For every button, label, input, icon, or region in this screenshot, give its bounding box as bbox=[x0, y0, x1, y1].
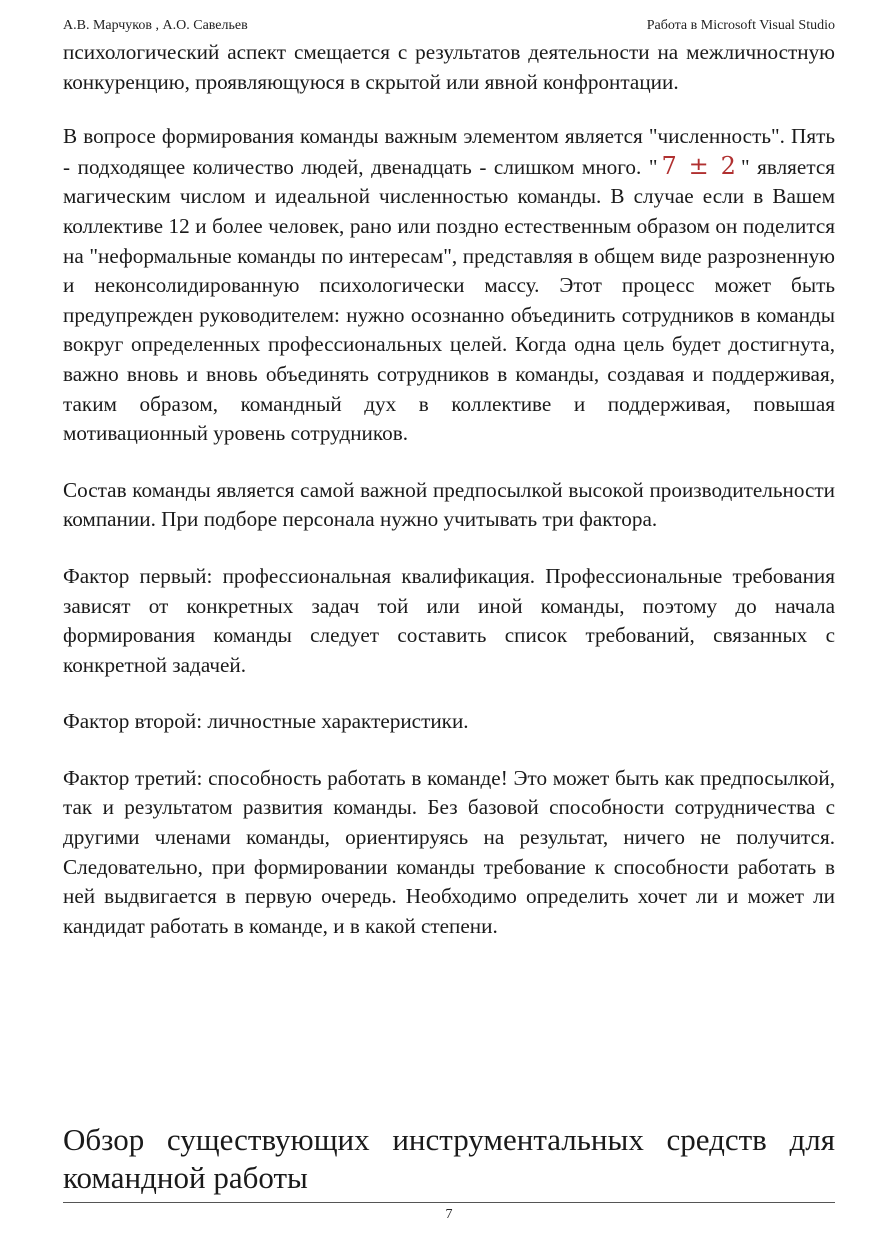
document-page bbox=[63, 0, 835, 1241]
footer-divider bbox=[63, 1202, 835, 1203]
paragraph-text: " является магическим числом и идеальной численностью команды. В случае если в Вашем коллективе 12 и более человек, рано или поздно естественным образом он поделится на "неформальные команды по интересам", представляя в общем виде разрозненную и неконсолидированную психологически массу. Этот процесс может быть предупрежден руководителем: нужно осознанно объединить сотрудников в команды вокруг определенных профессиональных целей. Когда одна цель будет достигнута, важно вновь и вновь объединять сотрудников в команды, создавая и поддерживая, таким образом, командный дух в коллективе и поддерживая, повышая мотивационный уровень сотрудников. bbox=[63, 154, 835, 446]
paragraph: Фактор второй: личностные характеристики. bbox=[63, 709, 469, 734]
section-heading: Обзор существующих инструментальных средств для командной работы bbox=[63, 1122, 835, 1195]
page-number: 7 bbox=[445, 1207, 453, 1222]
paragraph-text: В вопросе формирования команды важным элементом является "численность". Пять - подходящее количество людей, двенадцать - слишком много. " bbox=[63, 124, 835, 179]
header-running-title: Работа в Microsoft Visual Studio bbox=[646, 18, 835, 33]
header-authors: А.В. Марчуков , А.О. Савельев bbox=[63, 18, 248, 33]
math-formula: 7 ± 2 bbox=[661, 151, 737, 180]
running-header bbox=[63, 17, 835, 35]
paragraph: психологический аспект смещается с результатов деятельности на межличностную конкуренцию, проявляющуюся в скрытой или явной конфронтации. bbox=[63, 40, 835, 94]
paragraph: Фактор третий: способность работать в команде! Это может быть как предпосылкой, так и результатом развития команды. Без базовой способности сотрудничества с другими членами команды, ориентируясь на результат, ничего не получится. Следовательно, при формировании команды требование к способности работать в ней выдвигается в первую очередь. Необходимо определить хочет ли и может ли кандидат работать в команде, и в какой степени. bbox=[63, 765, 835, 938]
paragraph-team-size bbox=[63, 122, 835, 449]
paragraph: Фактор первый: профессиональная квалификация. Профессиональные требования зависят от конкретных задач той или иной команды, поэтому до начала формирования команды следует составить список требований, связанных с конкретной задачей. bbox=[63, 563, 835, 677]
body-text bbox=[63, 38, 835, 968]
paragraph: Состав команды является самой важной предпосылкой высокой производительности компании. При подборе персонала нужно учитывать три фактора. bbox=[63, 477, 835, 532]
